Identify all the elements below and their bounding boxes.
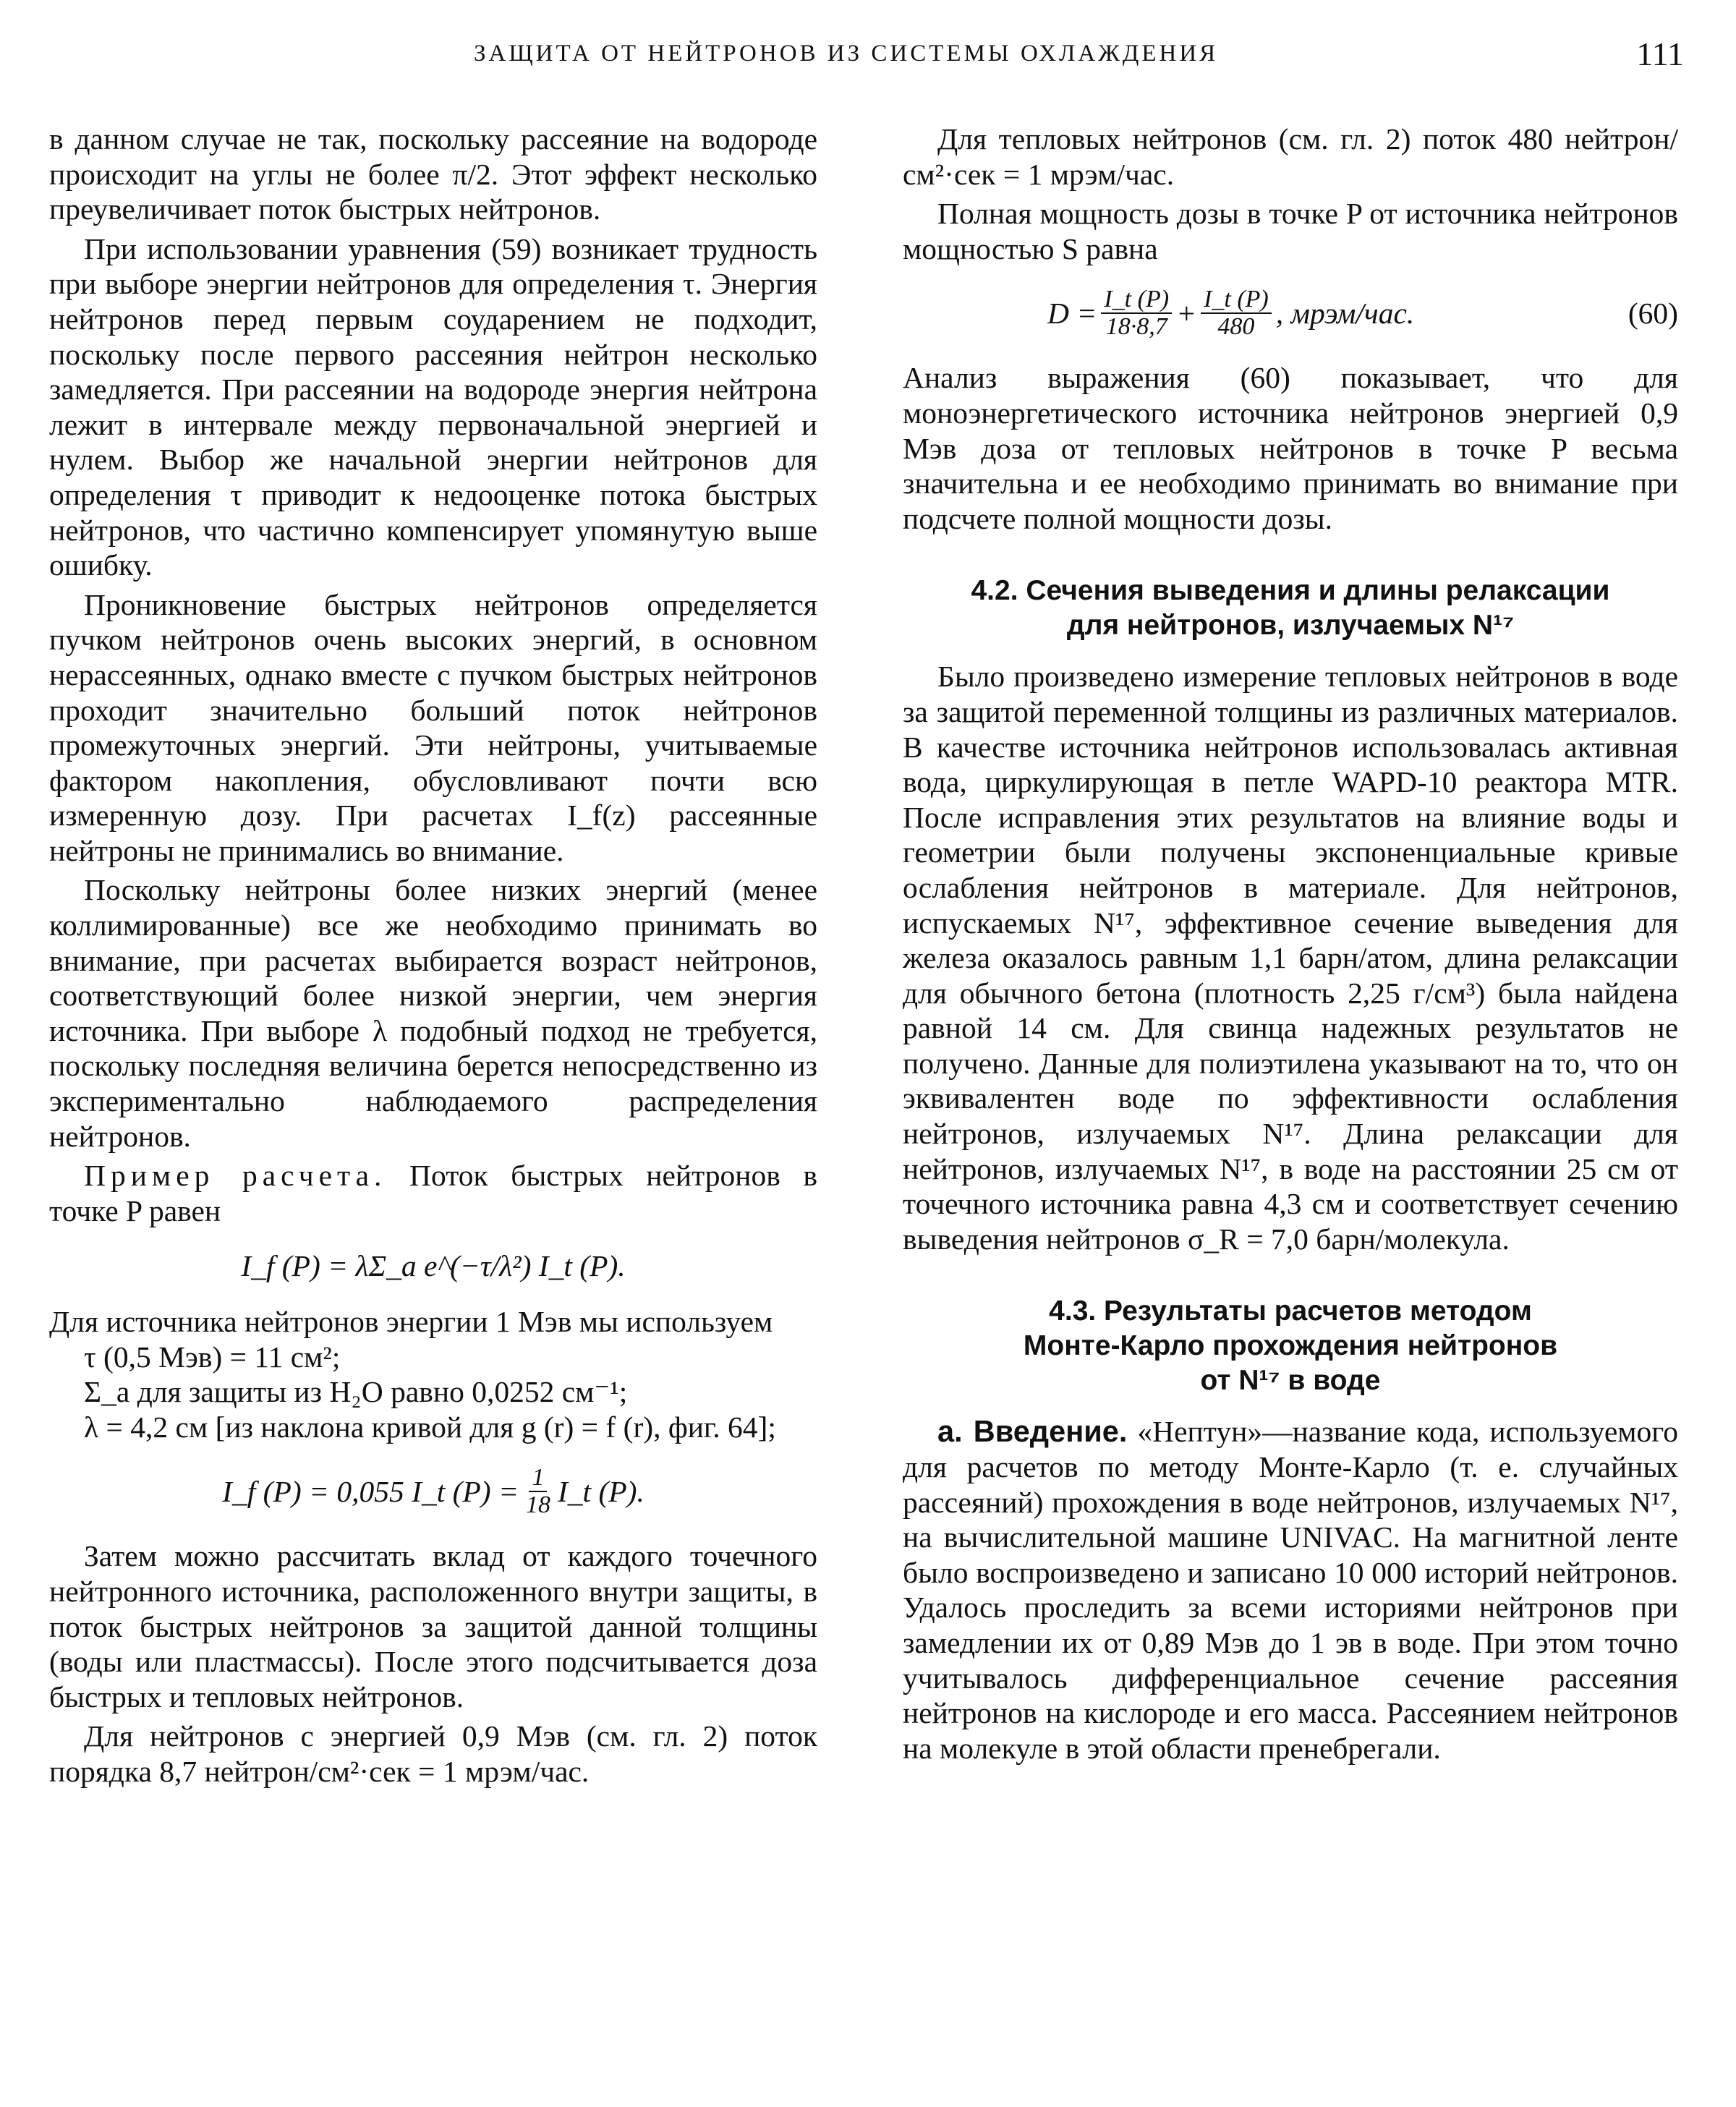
equation-fast-flux: I_f (P) = λΣ_a e^(−τ/λ²) I_t (P). [241, 1249, 626, 1283]
section-heading-4-2: 4.2. Сечения выведения и длины релаксации [971, 575, 1610, 607]
paragraph: в данном случае не так, поскольку рассеяние на водороде происходит на углы не более π/2. Этот эффект несколько преувеличивает поток быстрых нейтронов. [49, 122, 817, 226]
equation-number: (60) [1628, 297, 1678, 331]
paragraph: Поскольку нейтроны более низких энергий (менее коллимированные) все же необходимо принимать во внимание, при расчетах выбирается возраст нейтронов, соответствующий более низкой энергии, чем энергия источника. При выборе λ подобный подход не требуется, поскольку последняя величина берется непосредственно из экспериментально наблюдаемого распределения нейтронов. [49, 873, 817, 1153]
paragraph: Было произведено измерение тепловых нейтронов в воде за защитой переменной толщины из различных материалов. В качестве источника нейтронов использовалась активная вода, циркулирующая в петле WAPD-10 реактора MTR. После исправления этих результатов на влияние воды и геометрии были получены экспоненциальные кривые ослабления нейтронов в материале. Для нейтронов, испускаемых N¹⁷, эффективное сечение выведения для железа оказалось равным 1,1 барн/атом, длина релаксации для обычного бетона (плотность 2,25 г/см³) была найдена равной 14 см. Для свинца надежных результатов не получено. Данные для полиэтилена указывают на то, что он эквивалентен воде по эффективности ослабления нейтронов, излучаемых N¹⁷. Длина релаксации для нейтронов, излучаемых N¹⁷, в воде на расстоянии 25 см от точечного источника равна 4,3 см и соответствует сечению выведения нейтронов σ_R = 7,0 барн/молекула. [903, 660, 1678, 1256]
running-title: ЗАЩИТА ОТ НЕЙТРОНОВ ИЗ СИСТЕМЫ ОХЛАЖДЕНИЯ [474, 41, 1219, 67]
paragraph: Анализ выражения (60) показывает, что для моноэнергетического источника нейтронов энергией 0,9 Мэв доза от тепловых нейтронов в точке P весьма значительна и ее необходимо принимать во внимание при подсчете полной мощности дозы. [903, 361, 1678, 535]
paragraph: Для нейтронов с энергией 0,9 Мэв (см. гл. 2) поток порядка 8,7 нейтрон/см²·сек = 1 мрэм/час. [49, 1719, 817, 1788]
param-lambda: λ = 4,2 см [из наклона кривой для g (r) = f (r), фиг. 64]; [84, 1410, 776, 1444]
paragraph [903, 1414, 1678, 1766]
param-tau: τ (0,5 Мэв) = 11 см²; [84, 1340, 341, 1374]
section-heading-4-3: 4.3. Результаты расчетов методом [1049, 1295, 1532, 1327]
paragraph-text: Поток быстрых нейтронов в точке P равен [49, 1159, 817, 1227]
equation-rhs: I_t (P). [557, 1475, 644, 1509]
paragraph: Для источника нейтронов энергии 1 Мэв мы используем [49, 1305, 773, 1338]
subsection-label: а. Введение. [937, 1414, 1128, 1449]
section-heading-4-3-line2: Монте-Карло прохождения нейтронов [1023, 1330, 1558, 1362]
paragraph: При использовании уравнения (59) возникает трудность при выборе энергии нейтронов для определения τ. Энергия нейтронов перед первым соударением не подходит, поскольку после первого рассеяния нейтрон несколько замедляется. При рассеянии на водороде энергия нейтрона лежит в интервале между первоначальной энергией и нулем. Выбор же начальной энергии нейтронов для определения τ приводит к недооценке потока быстрых нейтронов, что частично компенсирует упомянутую выше ошибку. [49, 231, 817, 582]
fraction-numerator: 1 [529, 1465, 547, 1492]
equation-lhs: D = [1047, 297, 1097, 331]
example-label: Пример расчета. [84, 1159, 387, 1193]
section-heading-4-3-line3: от N¹⁷ в воде [1200, 1365, 1381, 1397]
equation-fast-flux-numeric [49, 1465, 817, 1518]
paragraph: Для тепловых нейтронов (см. гл. 2) поток 480 нейтрон/см²·сек = 1 мрэм/час. [903, 122, 1678, 191]
running-header [0, 35, 1736, 85]
fraction-numerator: I_t (P) [1101, 286, 1172, 314]
right-column [903, 122, 1678, 1766]
plus-sign: + [1176, 297, 1197, 331]
equation-lhs: I_f (P) = 0,055 I_t (P) = [222, 1475, 519, 1509]
paragraph-text: «Нептун»—название кода, используемого для расчетов по методу Монте-Карло (т. е. случайных рассеяний) прохождения в воде нейтронов, излучаемых N¹⁷, на вычислительной машине UNIVAC. На магнитной ленте было воспроизведено и записано 10 000 историй нейтронов. Удалось проследить за всеми историями нейтронов при замедлении их от 0,89 Мэв до 1 эв в воде. При этом точно учитывалось дифференциальное сечение рассеяния нейтронов на кислороде и его масса. Рассеянием нейтронов на молекуле в этой области пренебрегали. [903, 1415, 1678, 1765]
fraction [1101, 286, 1172, 340]
fraction-numerator: I_t (P) [1201, 286, 1272, 314]
paragraph [49, 1158, 817, 1228]
equation-60 [903, 286, 1678, 340]
param-sigma: Σ_a для защиты из H₂O равно 0,0252 см⁻¹; [84, 1375, 628, 1409]
fraction [1201, 286, 1272, 340]
fraction [523, 1465, 553, 1518]
section-heading-4-2-line2: для нейтронов, излучаемых N¹⁷ [1066, 610, 1515, 642]
left-column [49, 122, 817, 1789]
fraction-denominator: 18 [525, 1491, 550, 1519]
page-number: 111 [1636, 35, 1684, 72]
fraction-denominator: 18·8,7 [1105, 313, 1167, 341]
equation-unit: , мрэм/час. [1275, 297, 1415, 331]
paragraph: Проникновение быстрых нейтронов определяется пучком нейтронов очень высоких энергий, в основном нерассеянных, однако вместе с пучком быстрых нейтронов проходит значительно больший поток нейтронов промежуточных энергий. Эти нейтроны, учитываемые фактором накопления, обусловливают почти всю измеренную дозу. При расчетах I_f(z) рассеянные нейтроны не принимались во внимание. [49, 587, 817, 867]
fraction-denominator: 480 [1217, 313, 1255, 341]
paragraph: Полная мощность дозы в точке P от источника нейтронов мощностью S равна [903, 197, 1678, 265]
paragraph: Затем можно рассчитать вклад от каждого точечного нейтронного источника, расположенного внутри защиты, в поток быстрых нейтронов за защитой данной толщины (воды или пластмассы). После этого подсчитывается доза быстрых и тепловых нейтронов. [49, 1539, 817, 1714]
